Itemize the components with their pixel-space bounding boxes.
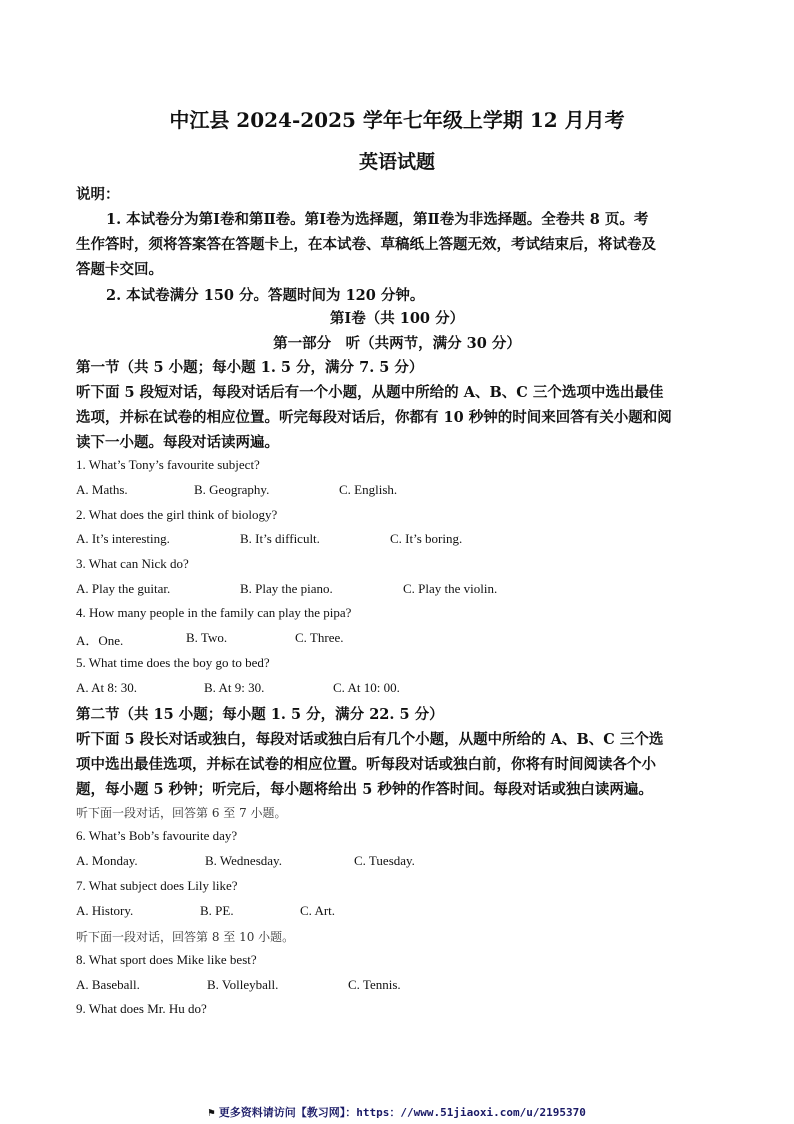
question-8-option-c: C. Tennis. bbox=[348, 977, 401, 992]
question-6: 6. What’s Bob’s favourite day? bbox=[76, 828, 238, 843]
question-7-option-b: B. PE. bbox=[200, 903, 234, 918]
question-2-option-c: C. It’s boring. bbox=[390, 531, 463, 546]
question-1: 1. What’s Tony’s favourite subject? bbox=[76, 457, 260, 472]
question-2-option-b: B. It’s difficult. bbox=[240, 531, 320, 546]
instruction-item-1-line-2: 生作答时，须将答案答在答题卡上，在本试卷、草稿纸上答题无效，考试结束后，将试卷及 bbox=[76, 236, 656, 253]
page-subtitle: 英语试题 bbox=[358, 151, 435, 173]
question-1-option-b: B. Geography. bbox=[194, 482, 270, 497]
question-5-option-a: A. At 8: 30. bbox=[76, 680, 138, 695]
question-3-option-b: B. Play the piano. bbox=[240, 581, 333, 596]
question-2-option-a: A. It’s interesting. bbox=[76, 531, 170, 546]
question-4-option-a: A．One. bbox=[76, 633, 124, 648]
volume-1-heading: 第Ⅰ卷（共 100 分） bbox=[329, 310, 465, 327]
section-1-desc-line-2: 选项，并标在试卷的相应位置。听完每段对话后，你都有 10 秒钟的时间来回答有关小题和阅 bbox=[76, 409, 672, 426]
part-1-heading: 第一部分 听（共两节，满分 30 分） bbox=[273, 335, 521, 352]
question-5: 5. What time does the boy go to bed? bbox=[76, 655, 270, 670]
section-1-heading: 第一节（共 5 小题；每小题 1. 5 分，满分 7. 5 分） bbox=[76, 359, 424, 376]
section-2-heading: 第二节（共 15 小题；每小题 1. 5 分，满分 22. 5 分） bbox=[76, 706, 444, 723]
question-2: 2. What does the girl think of biology? bbox=[76, 507, 278, 522]
question-6-option-a: A. Monday. bbox=[76, 853, 138, 868]
section-2-desc-line-1: 听下面 5 段长对话或独白，每段对话或独白后有几个小题，从题中所给的 A、B、C 三个选 bbox=[76, 731, 664, 748]
question-4-option-c: C. Three. bbox=[295, 630, 344, 645]
instructions-label: 说明： bbox=[76, 186, 120, 203]
section-2-desc-line-2: 项中选出最佳选项，并标在试卷的相应位置。听每段对话或独白前，你将有时间阅读各个小 bbox=[76, 756, 656, 773]
question-6-option-b: B. Wednesday. bbox=[205, 853, 282, 868]
group-1-note: 听下面一段对话，回答第 6 至 7 小题。 bbox=[76, 806, 287, 820]
group-2-note: 听下面一段对话，回答第 8 至 10 小题。 bbox=[76, 930, 295, 944]
question-8: 8. What sport does Mike like best? bbox=[76, 952, 257, 967]
footer-text: 更多资料请访问【教习网】：https：//www.51jiaoxi.com/u/2195370 bbox=[218, 1106, 586, 1119]
footer-link[interactable] bbox=[0, 1104, 794, 1120]
question-7: 7. What subject does Lily like? bbox=[76, 878, 238, 893]
question-5-option-c: C. At 10: 00. bbox=[333, 680, 400, 695]
question-8-option-b: B. Volleyball. bbox=[207, 977, 279, 992]
question-5-option-b: B. At 9: 30. bbox=[204, 680, 265, 695]
question-3-option-a: A. Play the guitar. bbox=[76, 581, 171, 596]
instruction-item-1-line-1: 1. 本试卷分为第Ⅰ卷和第Ⅱ卷。第Ⅰ卷为选择题，第Ⅱ卷为非选择题。全卷共 8 页。考 bbox=[106, 211, 649, 228]
instruction-item-1-line-3: 答题卡交回。 bbox=[76, 261, 163, 278]
section-1-desc-line-1: 听下面 5 段短对话，每段对话后有一个小题，从题中所给的 A、B、C 三个选项中选出最佳 bbox=[76, 384, 664, 401]
question-9: 9. What does Mr. Hu do? bbox=[76, 1001, 207, 1016]
question-3-option-c: C. Play the violin. bbox=[403, 581, 498, 596]
question-1-option-a: A. Maths. bbox=[76, 482, 128, 497]
question-3: 3. What can Nick do? bbox=[76, 556, 189, 571]
question-7-option-c: C. Art. bbox=[300, 903, 336, 918]
instruction-item-2: 2. 本试卷满分 150 分。答题时间为 120 分钟。 bbox=[106, 287, 425, 304]
question-1-option-c: C. English. bbox=[339, 482, 398, 497]
section-2-desc-line-3: 题，每小题 5 秒钟；听完后，每小题将给出 5 秒钟的作答时间。每段对话或独白读两遍。 bbox=[76, 781, 653, 798]
question-4-option-b: B. Two. bbox=[186, 630, 228, 645]
section-1-desc-line-3: 读下一小题。每段对话读两遍。 bbox=[76, 434, 279, 451]
page-title: 中江县 2024-2025 学年七年级上学期 12 月月考 bbox=[169, 108, 625, 132]
question-7-option-a: A. History. bbox=[76, 903, 134, 918]
question-4: 4. How many people in the family can play the pipa? bbox=[76, 605, 352, 620]
question-6-option-c: C. Tuesday. bbox=[354, 853, 415, 868]
question-8-option-a: A. Baseball. bbox=[76, 977, 140, 992]
flag-icon: ⚑ bbox=[208, 1106, 215, 1119]
